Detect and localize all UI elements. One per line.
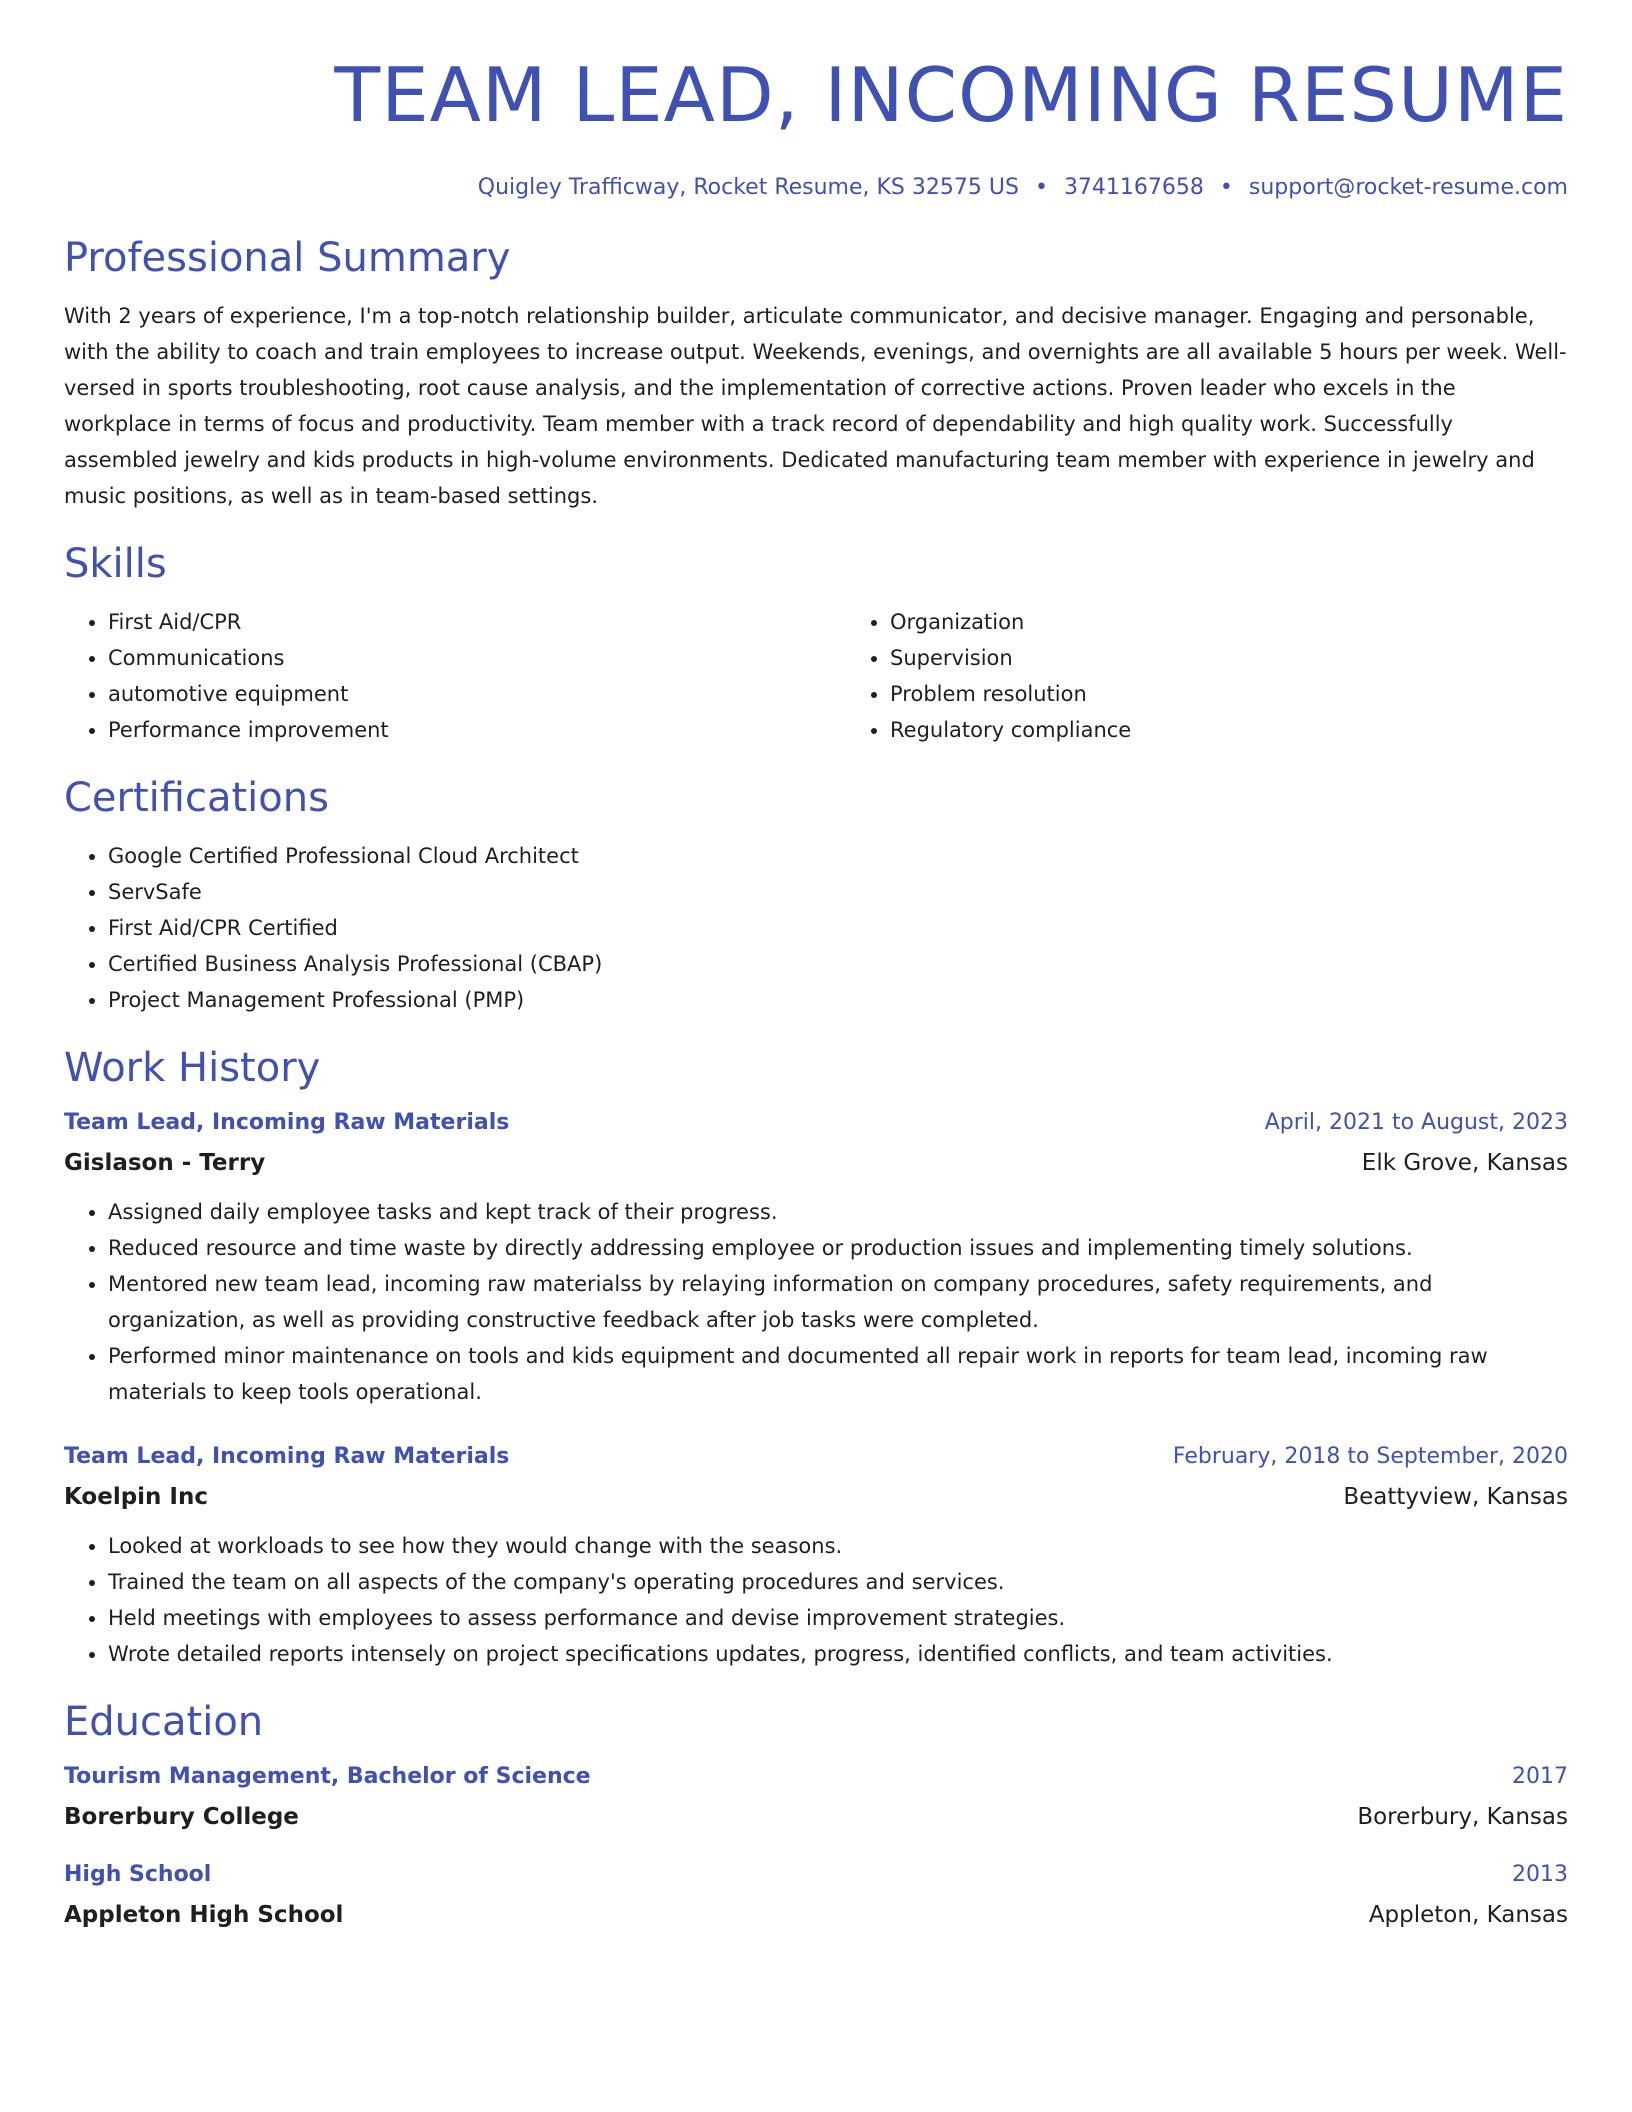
job-dates: April, 2021 to August, 2023 [1264,1109,1568,1135]
education-year: 2017 [1512,1763,1568,1789]
education-year: 2013 [1512,1861,1568,1887]
skills-list-col2 [846,604,1568,748]
skills-section [64,540,1568,748]
education-school: Borerbury College [64,1803,299,1830]
certification-item: • Google Certified Professional Cloud Architect [108,838,1568,874]
section-heading-skills: Skills [64,540,167,587]
job-bullet: • Wrote detailed reports intensely on project specifications updates, progress, identified conflicts, and team activities. [108,1636,1568,1672]
education-school: Appleton High School [64,1901,344,1928]
skill-item: • Problem resolution [890,676,1568,712]
job-dates: February, 2018 to September, 2020 [1172,1443,1568,1469]
contact-email[interactable]: support@rocket-resume.com [1248,174,1568,200]
job-bullet: • Held meetings with employees to assess performance and devise improvement strategies. [108,1600,1568,1636]
job-company: Koelpin Inc [64,1483,208,1510]
job-subheader [64,1148,1568,1178]
education-location: Borerbury, Kansas [1357,1803,1568,1830]
skill-item: • Performance improvement [108,712,846,748]
certification-item: • First Aid/CPR Certified [108,910,1568,946]
job-location: Elk Grove, Kansas [1361,1149,1568,1176]
certification-item: • Certified Business Analysis Professional (CBAP) [108,946,1568,982]
job-title: Team Lead, Incoming Raw Materials [64,1443,510,1469]
job-bullet: • Trained the team on all aspects of the company's operating procedures and services. [108,1564,1568,1600]
education-location: Appleton, Kansas [1368,1901,1568,1928]
job-location: Beattyview, Kansas [1343,1483,1568,1510]
job-bullets [64,1528,1568,1672]
education-entry [64,1762,1568,1832]
certification-item: • ServSafe [108,874,1568,910]
job-title: Team Lead, Incoming Raw Materials [64,1109,510,1135]
contact-separator: • [1034,174,1048,200]
job-header [64,1442,1568,1472]
certifications-section [64,774,1568,1018]
work-history-section [64,1044,1568,1672]
summary-section [64,234,1568,514]
job-bullets [64,1194,1568,1410]
education-entry [64,1860,1568,1930]
job-bullet: • Mentored new team lead, incoming raw materialss by relaying information on company procedures, safety requirements, and organization, as well as providing constructive feedback after job tasks were completed. [108,1266,1568,1338]
contact-phone: 3741167658 [1063,174,1204,200]
certification-item: • Project Management Professional (PMP) [108,982,1568,1018]
skill-item: • Communications [108,640,846,676]
job-company: Gislason - Terry [64,1149,266,1176]
job-subheader [64,1482,1568,1512]
skills-list-col1 [64,604,846,748]
contact-separator: • [1219,174,1233,200]
job-entry [64,1442,1568,1672]
contact-address: Quigley Trafficway, Rocket Resume, KS 32575 US [477,174,1019,200]
skill-item: • First Aid/CPR [108,604,846,640]
resume-title: TEAM LEAD, INCOMING RESUME [334,51,1568,139]
certifications-list [64,838,1568,1018]
section-heading-summary: Professional Summary [64,234,511,281]
education-subheader [64,1900,1568,1930]
summary-text: With 2 years of experience, I'm a top-notch relationship builder, articulate communicator, and decisive manager. Engaging and personable, with the ability to coach and train employees to increase output. Weekends, evenings, and overnights are all available 5 hours per week. Well-versed in sports troubleshooting, root cause analysis, and the implementation of corrective actions. Proven leader who excels in the workplace in terms of focus and productivity. Team member with a track record of dependability and high quality work. Successfully assembled jewelry and kids products in high-volume environments. Dedicated manufacturing team member with experience in jewelry and music positions, as well as in team-based settings. [64,303,1567,508]
section-heading-work-history: Work History [64,1044,321,1091]
education-degree: Tourism Management, Bachelor of Science [64,1763,591,1789]
education-subheader [64,1802,1568,1832]
skill-item: • Supervision [890,640,1568,676]
education-section [64,1698,1568,1930]
skill-item: • Regulatory compliance [890,712,1568,748]
contact-line [64,175,1568,200]
job-bullet: • Reduced resource and time waste by directly addressing employee or production issues and implementing timely solutions. [108,1230,1568,1266]
section-heading-certifications: Certifications [64,774,329,821]
skills-grid [64,588,1568,748]
job-bullet: • Assigned daily employee tasks and kept track of their progress. [108,1194,1568,1230]
section-heading-education: Education [64,1698,264,1745]
skill-item: • Organization [890,604,1568,640]
job-bullet: • Performed minor maintenance on tools and kids equipment and documented all repair work in reports for team lead, incoming raw materials to keep tools operational. [108,1338,1568,1410]
education-header [64,1860,1568,1890]
job-entry [64,1108,1568,1410]
education-header [64,1762,1568,1792]
skill-item: • automotive equipment [108,676,846,712]
job-bullet: • Looked at workloads to see how they would change with the seasons. [108,1528,1568,1564]
job-header [64,1108,1568,1138]
education-degree: High School [64,1861,212,1887]
